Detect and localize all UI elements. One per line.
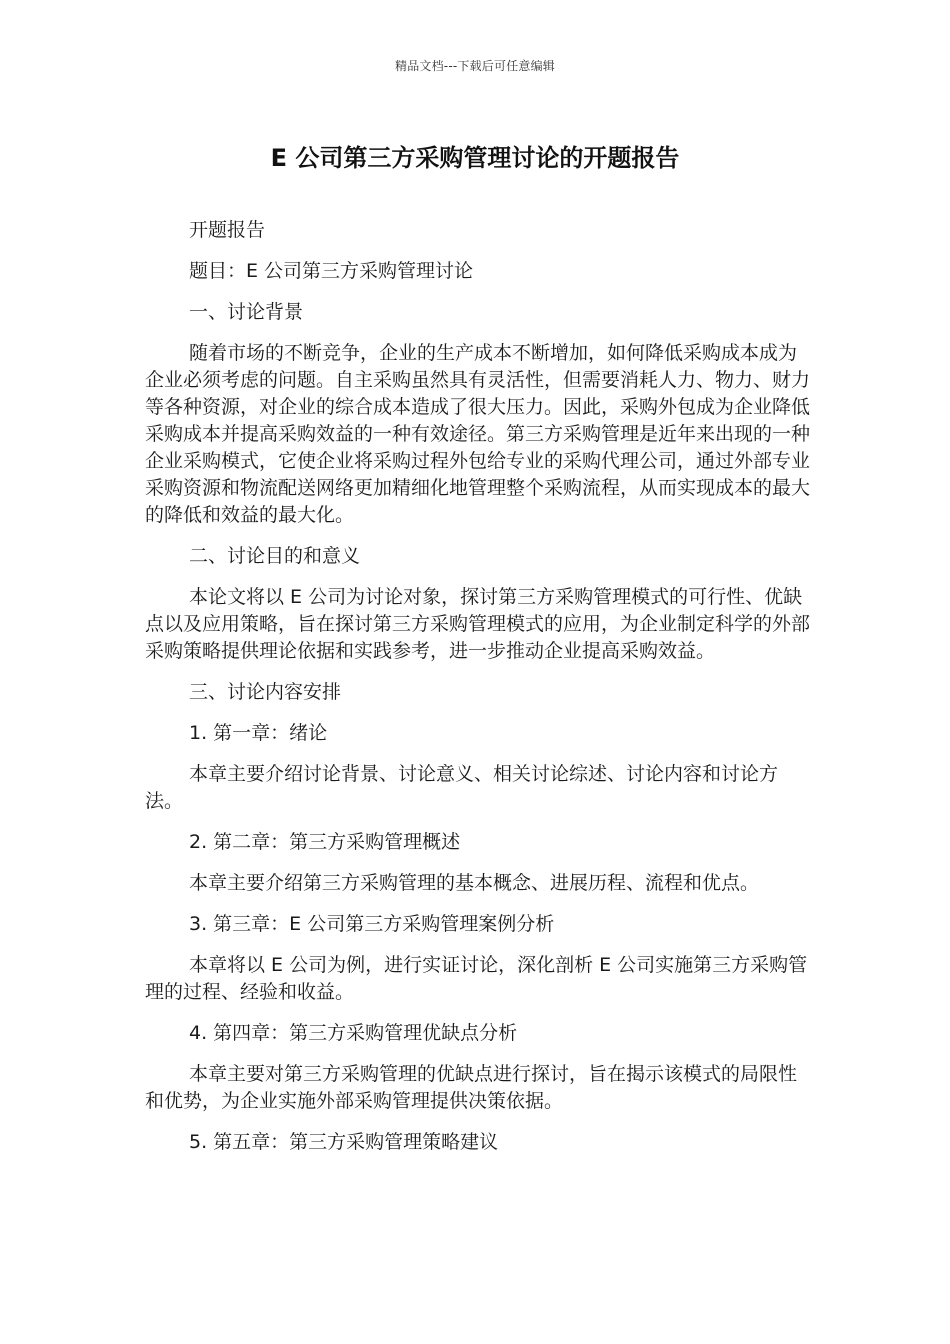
paragraph-purpose: 本论文将以 E 公司为讨论对象，探讨第三方采购管理模式的可行性、优缺点以及应用策略，旨在探讨第三方采购管理模式的应用，为企业制定科学的外部采购策略提供理论依据和实践参考，进一步推动企业提高采购效益。: [145, 586, 811, 662]
paragraph-report-label: 开题报告: [189, 219, 266, 241]
section-heading-purpose: 二、讨论目的和意义: [189, 545, 361, 567]
chapter-heading-1: 1. 第一章：绪论: [189, 722, 328, 744]
document-title: E 公司第三方采购管理讨论的开题报告: [270, 144, 680, 172]
chapter-desc-2: 本章主要介绍第三方采购管理的基本概念、进展历程、流程和优点。: [189, 872, 760, 894]
chapter-desc-4: 本章主要对第三方采购管理的优缺点进行探讨，旨在揭示该模式的局限性和优势，为企业实施外部采购管理提供决策依据。: [145, 1063, 798, 1112]
chapter-desc-3: 本章将以 E 公司为例，进行实证讨论，深化剖析 E 公司实施第三方采购管理的过程、经验和收益。: [145, 954, 808, 1003]
chapter-heading-3: 3. 第三章：E 公司第三方采购管理案例分析: [189, 913, 555, 935]
chapter-desc-1: 本章主要介绍讨论背景、讨论意义、相关讨论综述、讨论内容和讨论方法。: [145, 763, 779, 812]
chapter-heading-2: 2. 第二章：第三方采购管理概述: [189, 831, 461, 853]
document-body: [145, 217, 810, 1170]
chapter-heading-4: 4. 第四章：第三方采购管理优缺点分析: [189, 1022, 518, 1044]
paragraph-topic: 题目：E 公司第三方采购管理讨论: [189, 260, 474, 282]
paragraph-background: 随着市场的不断竞争，企业的生产成本不断增加，如何降低采购成本成为企业必须考虑的问题。自主采购虽然具有灵活性，但需要消耗人力、物力、财力等各种资源，对企业的综合成本造成了很大压力。因此，采购外包成为企业降低采购成本并提高采购效益的一种有效途径。第三方采购管理是近年来出现的一种企业采购模式，它使企业将采购过程外包给专业的采购代理公司，通过外部专业采购资源和物流配送网络更加精细化地管理整个采购流程，从而实现成本的最大的降低和效益的最大化。: [145, 342, 811, 526]
section-heading-content: 三、讨论内容安排: [189, 681, 342, 703]
header-note: 精品文档---下载后可任意编辑: [395, 59, 555, 73]
section-heading-background: 一、讨论背景: [189, 301, 304, 323]
chapter-heading-5: 5. 第五章：第三方采购管理策略建议: [189, 1131, 499, 1153]
